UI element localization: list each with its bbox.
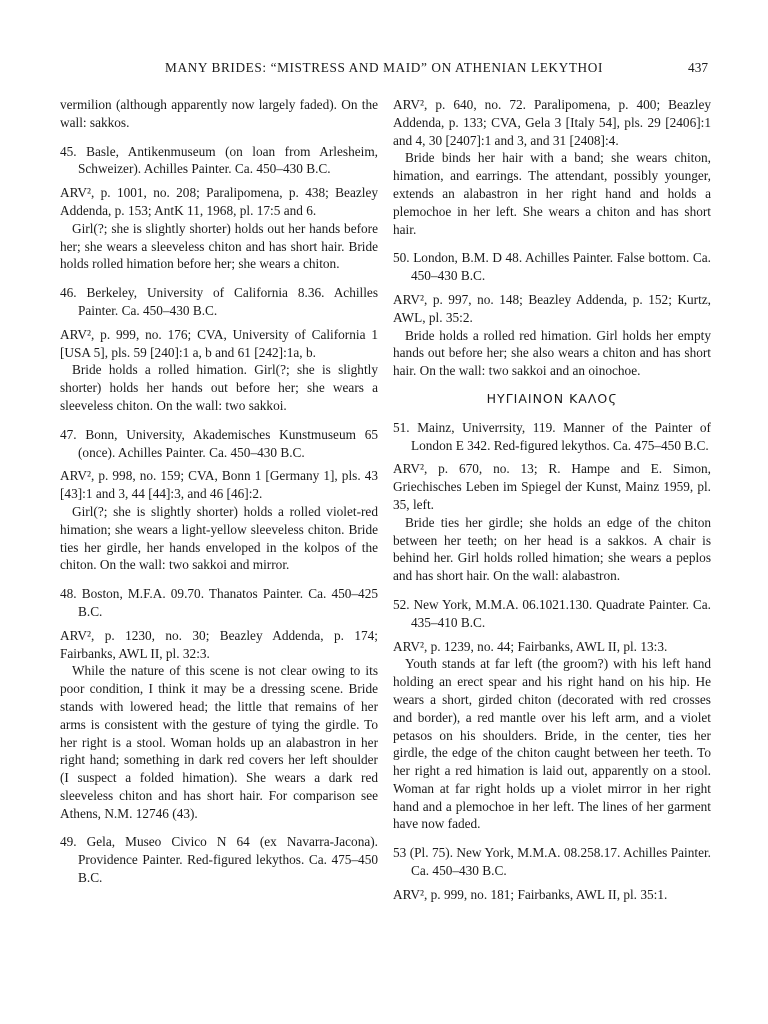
catalogue-entry-53 bbox=[393, 844, 711, 903]
entry-heading: 49. Gela, Museo Civico N 64 (ex Navarra-Jacona). Providence Painter. Red-figured lekythos. Ca. 475–450 B.C. bbox=[60, 834, 378, 886]
entry-description: Girl(?; she is slightly shorter) holds out her hands before her; she wears a sleeveless chiton and has short hair. Bride holds rolled himation before her; she wears a chiton. bbox=[60, 220, 378, 272]
left-column bbox=[60, 96, 378, 887]
catalogue-entry-50 bbox=[393, 249, 711, 380]
page-header bbox=[60, 60, 708, 82]
entry-heading: 50. London, B.M. D 48. Achilles Painter. False bottom. Ca. 450–430 B.C. bbox=[393, 250, 711, 284]
entry-references: ARV², p. 1001, no. 208; Paralipomena, p. 438; Beazley Addenda, p. 153; AntK 11, 1968, pl. 17:5 and 6. bbox=[60, 185, 378, 218]
entry-description: Bride holds a rolled himation. Girl(?; she is slightly shorter) holds her hands out before her; she wears a sleeveless chiton. On the wall: two sakkoi. bbox=[60, 362, 378, 413]
catalogue-entry-49 bbox=[60, 833, 378, 886]
continuation-references: ARV², p. 640, no. 72. Paralipomena, p. 400; Beazley Addenda, p. 133; CVA, Gela 3 [Italy 54], pls. 29 [2406]:1 and 4, 30 [2407]:1 and 3, and 31 [2408]:4. bbox=[393, 97, 711, 148]
entry-heading: 45. Basle, Antikenmuseum (on loan from Arlesheim, Schweizer). Achilles Painter. Ca. 450–430 B.C. bbox=[60, 143, 378, 177]
entry-heading: 48. Boston, M.F.A. 09.70. Thanatos Painter. Ca. 450–425 B.C. bbox=[60, 586, 378, 619]
running-head: MANY BRIDES: “MISTRESS AND MAID” ON ATHENIAN LEKYTHOI bbox=[165, 60, 603, 75]
catalogue-entry-51 bbox=[393, 419, 711, 585]
entry-references: ARV², p. 999, no. 176; CVA, University of California 1 [USA 5], pls. 59 [240]:1 a, b and 61 [242]:1a, b. bbox=[60, 326, 378, 360]
continuation-description: Bride binds her hair with a band; she wears chiton, himation, and earrings. The attendant, possibly younger, extends an alabastron in her right hand and holds a plemochoe in her left. She wears a chiton and has short hair. bbox=[393, 150, 711, 237]
catalogue-entry-52 bbox=[393, 596, 711, 833]
continuation-text: vermilion (although apparently now largely faded). On the wall: sakkos. bbox=[60, 97, 378, 130]
entry-description: While the nature of this scene is not clear owing to its poor condition, I think it may be a dressing scene. Bride stands with lowered head; the little that remains of her arms is consistent with the gesture of tying the girdle. To her right is a stool. Woman holds up an alabastron in her right hand; something in dark red covers her left shoulder (I suspect a folded himation). She wears a dark red sleeveless chiton and has short hair. For comparison see Athens, N.M. 12746 (43). bbox=[60, 663, 378, 821]
entry-heading: 47. Bonn, University, Akademisches Kunstmuseum 65 (once). Achilles Painter. Ca. 450–430 B.C. bbox=[60, 426, 378, 460]
entry-references: ARV², p. 670, no. 13; R. Hampe and E. Simon, Griechisches Leben im Spiegel der Kunst, Mainz 1959, pl. 35, left. bbox=[393, 461, 711, 512]
entry-heading: 46. Berkeley, University of California 8.36. Achilles Painter. Ca. 450–430 B.C. bbox=[60, 285, 378, 318]
entry-heading: 51. Mainz, Univerrsity, 119. Manner of the Painter of London E 342. Red-figured lekythos. Ca. 475–450 B.C. bbox=[393, 419, 711, 453]
right-column bbox=[393, 96, 711, 904]
catalogue-entry-46 bbox=[60, 284, 378, 415]
entry-references: ARV², p. 1230, no. 30; Beazley Addenda, p. 174; Fairbanks, AWL II, pl. 32:3. bbox=[60, 627, 378, 661]
entry-description: Bride ties her girdle; she holds an edge of the chiton between her teeth; on her head is a sakkos. A chair is behind her. Girl holds rolled himation; she wears a peplos and has short hair. On the wall: alabastron. bbox=[393, 514, 711, 584]
entry-description: Bride holds a rolled red himation. Girl holds her empty hands out before her; she also wears a chiton and has short hair. On the wall: two sakkoi and an oinochoe. bbox=[393, 327, 711, 379]
entry-references: ARV², p. 998, no. 159; CVA, Bonn 1 [Germany 1], pls. 43 [43]:1 and 3, 44 [44]:3, and 46 [46]:2. bbox=[60, 468, 378, 502]
entry-heading: 53 (Pl. 75). New York, M.M.A. 08.258.17. Achilles Painter. Ca. 450–430 B.C. bbox=[393, 845, 711, 879]
entry-references: ARV², p. 997, no. 148; Beazley Addenda, p. 152; Kurtz, AWL, pl. 35:2. bbox=[393, 291, 711, 325]
entry-heading: 52. New York, M.M.A. 06.1021.130. Quadrate Painter. Ca. 435–410 B.C. bbox=[393, 596, 711, 630]
page-number: 437 bbox=[688, 60, 708, 75]
catalogue-entry-45 bbox=[60, 143, 378, 274]
entry-references: ARV², p. 999, no. 181; Fairbanks, AWL II, pl. 35:1. bbox=[393, 886, 668, 902]
entry-description: Girl(?; she is slightly shorter) holds a rolled violet-red himation; she wears a light-yellow sleeveless chiton. Bride ties her girdle, her hands enveloped in the kolpos of the chiton. On the wall: two sakkoi and mirror. bbox=[60, 503, 378, 573]
entry-description: Youth stands at far left (the groom?) with his left hand holding an erect spear and his right hand on his hip. He wears a short, girded chiton (decorated with red crosses and border), a red mantle over his left arm, and a violet petasos on his shoulders. Bride, in the center, ties her girdle, the edge of the chiton caught between her teeth. To her right a red himation is laid out, apparently on a stool. Woman at far right holds up a violet mirror in her right hand and a plemochoe in her left. The lines of her garment have now faded. bbox=[393, 656, 711, 832]
catalogue-entry-48 bbox=[60, 585, 378, 822]
catalogue-entry-47 bbox=[60, 426, 378, 574]
entry-references: ARV², p. 1239, no. 44; Fairbanks, AWL II, pl. 13:3. bbox=[393, 638, 668, 654]
kalos-inscription-heading: ΗΥΓΙΑΙΝΟΝ ΚΑΛΟϚ bbox=[486, 390, 618, 406]
